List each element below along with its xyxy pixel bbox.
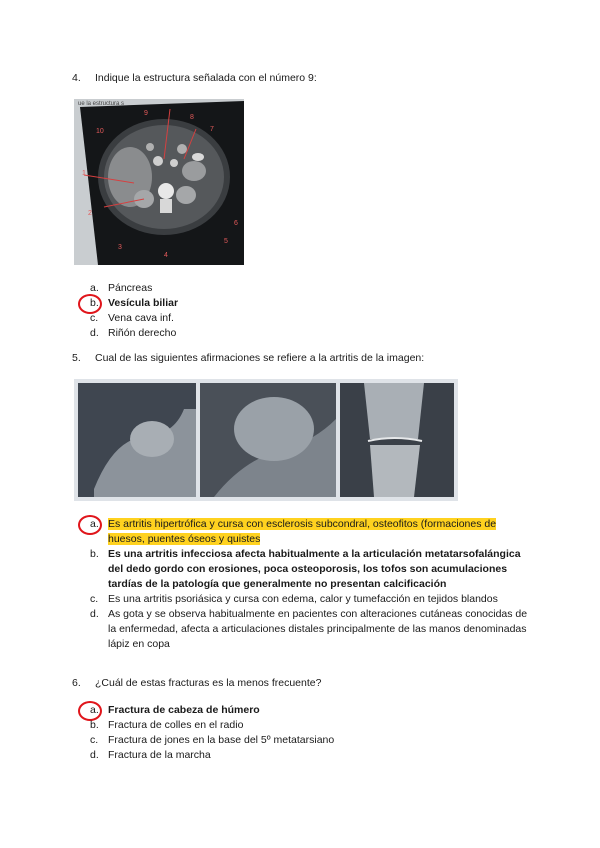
option-6a[interactable]: a. Fractura de cabeza de húmero bbox=[90, 703, 530, 718]
question-4-title: 4. Indique la estructura señalada con el número 9: bbox=[72, 72, 317, 84]
xray-panel-image bbox=[74, 379, 458, 501]
option-4c[interactable]: c. Vena cava inf. bbox=[90, 312, 174, 324]
option-4a[interactable]: a. Páncreas bbox=[90, 282, 153, 294]
ct-label-8: 8 bbox=[190, 114, 194, 121]
question-6-title: 6. ¿Cuál de estas fracturas es la menos frecuente? bbox=[72, 677, 322, 689]
option-5c[interactable]: c. Es una artritis psoriásica y cursa con edema, calor y tumefacción en tejidos blandos bbox=[90, 593, 498, 605]
question-5-options bbox=[90, 517, 530, 652]
ct-label-6: 6 bbox=[234, 220, 238, 227]
option-4b[interactable]: b. Vesícula biliar bbox=[90, 296, 530, 311]
question-5-title: 5. Cual de las siguientes afirmaciones se refiere a la artritis de la imagen: bbox=[72, 352, 425, 364]
option-6b[interactable]: b. Fractura de colles en el radio bbox=[90, 719, 244, 731]
ct-label-1: 1 bbox=[82, 170, 86, 177]
ct-label-2: 2 bbox=[88, 210, 92, 217]
option-4d[interactable]: d. Riñón derecho bbox=[90, 327, 177, 339]
ct-label-5: 5 bbox=[224, 238, 228, 245]
ct-label-7: 7 bbox=[210, 126, 214, 133]
ct-label-10: 10 bbox=[96, 128, 104, 135]
option-5a[interactable]: a. Es artritis hipertrófica y cursa con esclerosis subcondral, osteofitos (formaciones de huesos, puentes óseos y quistes bbox=[90, 517, 530, 547]
ct-label-9: 9 bbox=[144, 110, 148, 117]
ct-label-3: 3 bbox=[118, 244, 122, 251]
question-4-options bbox=[90, 281, 530, 341]
ct-caption: ue la estructura s bbox=[78, 101, 125, 107]
ct-label-4: 4 bbox=[164, 252, 168, 259]
answer-mark-circle bbox=[78, 515, 102, 535]
option-6d[interactable]: d. Fractura de la marcha bbox=[90, 749, 211, 761]
option-5b[interactable]: b. Es una artritis infecciosa afecta habitualmente a la articulación metatarsofalángica del dedo gordo con erosiones, poca osteoporosis, los tofos son acumulaciones tardías de la patología que generalmente no presentan calcificación bbox=[90, 548, 521, 590]
option-5d[interactable]: d. As gota y se observa habitualmente en pacientes con alteraciones cutáneas conocidas de la enfermedad, afecta a articulaciones distales principalmente de las manos denominadas lápiz en copa bbox=[90, 608, 528, 650]
ct-scan-image bbox=[74, 99, 244, 265]
option-6c[interactable]: c. Fractura de jones en la base del 5º metatarsiano bbox=[90, 734, 335, 746]
question-6-options bbox=[90, 703, 530, 763]
